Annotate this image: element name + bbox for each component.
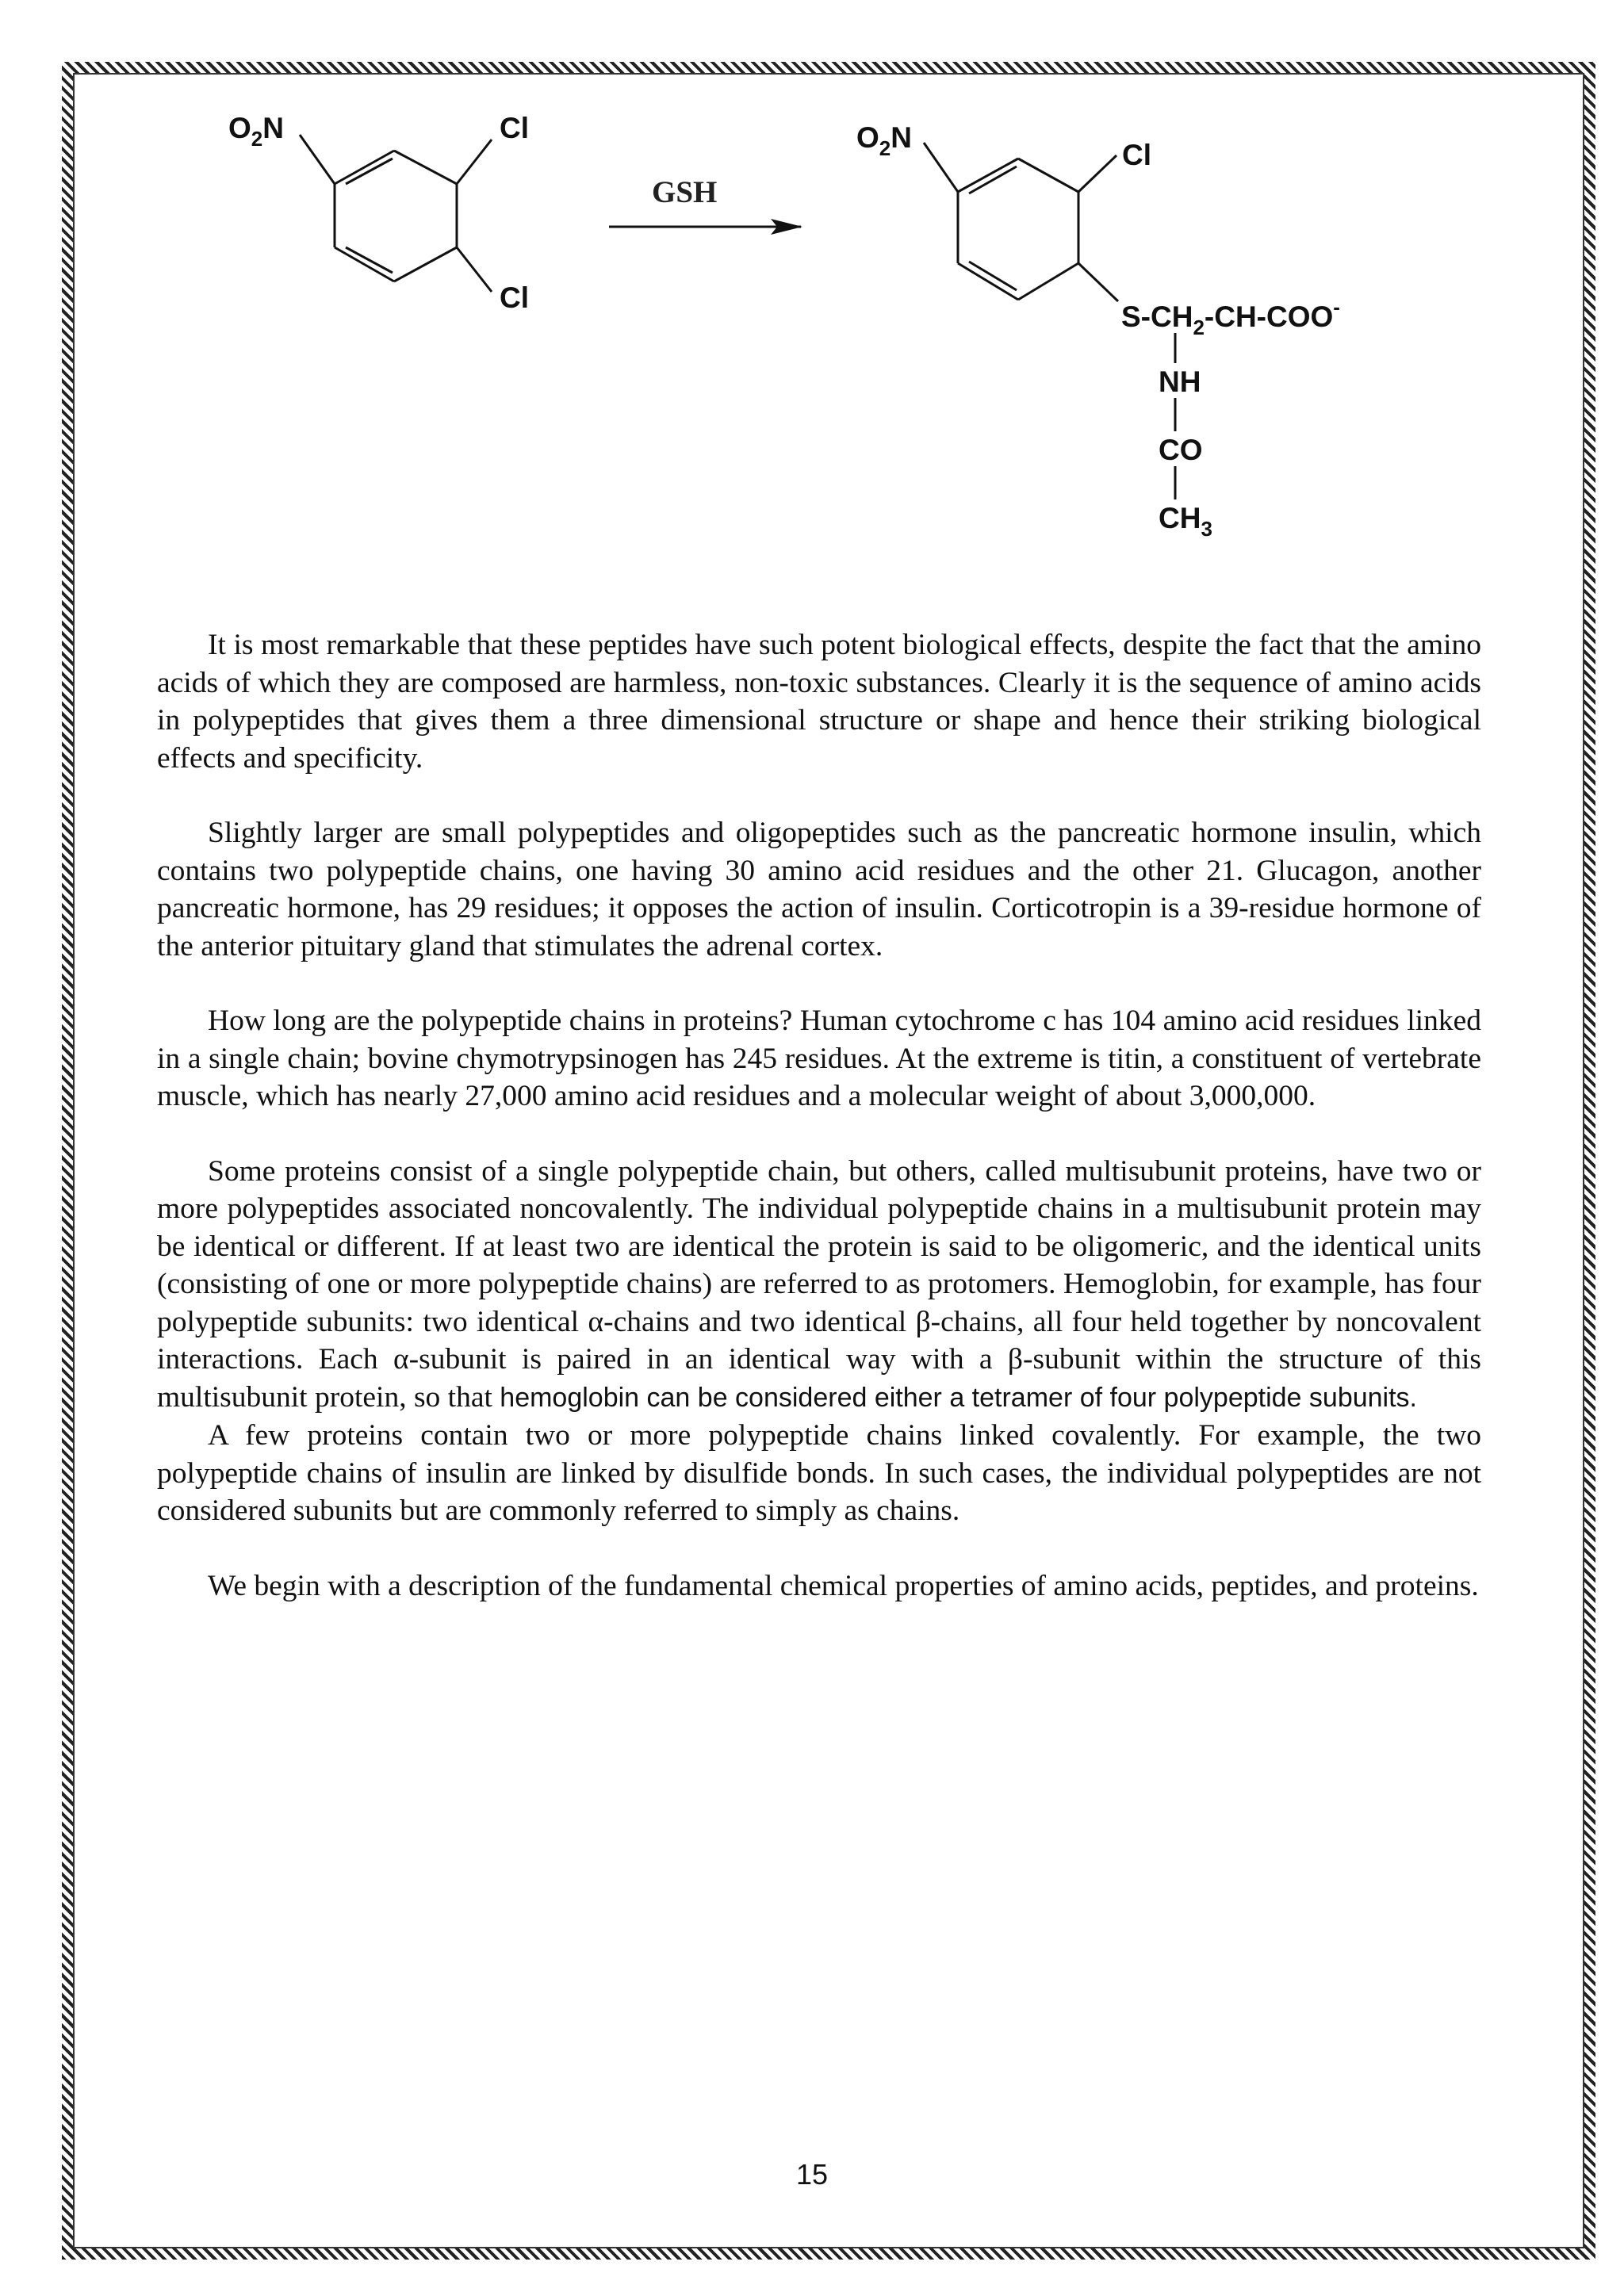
product-cl-label: Cl (1122, 139, 1151, 171)
page-number: 15 (795, 2158, 829, 2191)
reactant-cl-top-label: Cl (500, 112, 529, 144)
product-side-chain-label: $S-CH_2-CH-COO^-$ (1121, 295, 1340, 339)
product-nitro-label: $O_2N$ (856, 121, 912, 160)
product-ch3-label: $CH_3$ (1159, 502, 1212, 541)
paragraph-6: We begin with a description of the fundamental chemical properties of amino acids, peptides, and proteins. (208, 1569, 1479, 1602)
reaction-diagram (198, 111, 1435, 555)
paragraph-1: It is most remarkable that these peptides have such potent biological effects, despite the fact that the amino acids of which they are composed are harmless, non-toxic substances. Clearly it is the sequence of amino acids in polypeptides that gives them a three dimensional structure or shape and hence their striking biological effects and specificity. (157, 629, 1481, 775)
paragraph-2: Slightly larger are small polypeptides and oligopeptides such as the pancreatic hormone insulin, which contains two polypeptide chains, one having 30 amino acid residues and the other 21. Glucagon, another pancreatic hormone, has 29 residues; it opposes the action of insulin. Corticotropin is a 39-residue hormone of the anterior pituitary gland that stimulates the adrenal cortex. (157, 817, 1481, 962)
product-co-label: CO (1159, 434, 1203, 466)
product-ring (924, 143, 1118, 301)
reagent-label: GSH (652, 175, 718, 209)
reaction-scheme (198, 111, 1435, 555)
body-text (157, 626, 1481, 1642)
paragraph-4-tail: hemoglobin can be considered either a tetramer of four polypeptide subunits. (500, 1382, 1417, 1413)
product-nh-label: NH (1159, 365, 1201, 398)
paragraph-3: How long are the polypeptide chains in proteins? Human cytochrome c has 104 amino acid residues linked in a single chain; bovine chymotrypsinogen has 245 residues. At the extreme is titin, a constituent of vertebrate muscle, which has nearly 27,000 amino acid residues and a molecular weight of about 3,000,000. (157, 1004, 1481, 1112)
reactant-ring (300, 135, 492, 292)
reaction-arrow (609, 219, 802, 235)
reactant-nitro-label: $O_2N$ (228, 112, 284, 151)
paragraph-4-main: Some proteins consist of a single polypeptide chain, but others, called multisubunit proteins, have two or more polypeptides associated noncovalently. The individual polypeptide chains in a multisubunit protein may be identical or different. If at least two are identical the protein is said to be oligomeric, and the identical units (consisting of one or more polypeptide chains) are referred to as protomers. Hemoglobin, for example, has four polypeptide subunits: two identical α-chains and two identical β-chains, all four held together by noncovalent interactions. Each α-subunit is paired in an identical way with a β-subunit within the structure of this multisubunit protein, so that (157, 1154, 1481, 1414)
paragraph-4 (157, 1153, 1481, 1418)
paragraph-5: A few proteins contain two or more polypeptide chains linked covalently. For example, the two polypeptide chains of insulin are linked by disulfide bonds. In such cases, the individual polypeptides are not considered subunits but are commonly referred to simply as chains. (157, 1419, 1481, 1527)
reactant-cl-bottom-label: Cl (500, 281, 529, 314)
